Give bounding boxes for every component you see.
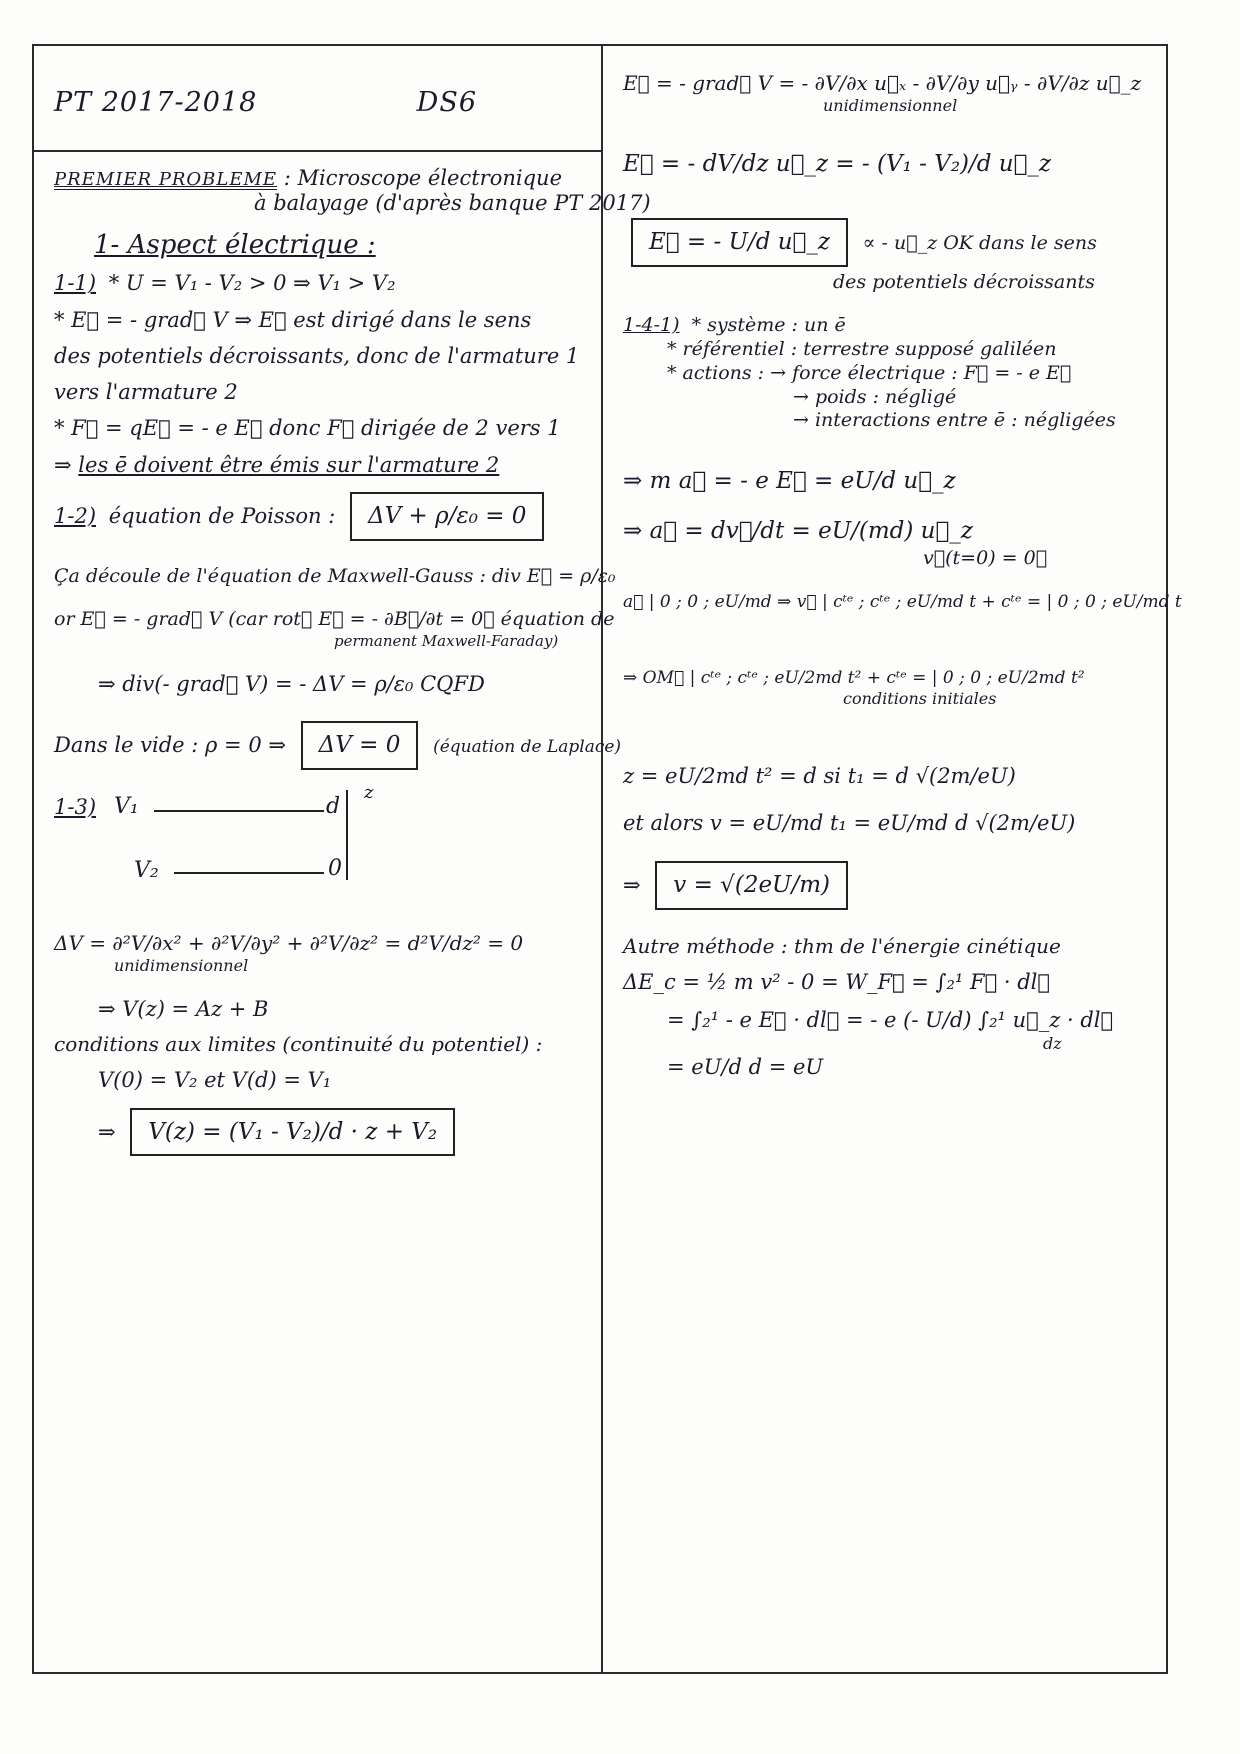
velocity-components: a⃗ | 0 ; 0 ; eU/md ⇒ v⃗ | cᵗᵉ ; cᵗᵉ ; eU/md t + cᵗᵉ = | 0 ; 0 ; eU/md t (623, 591, 1182, 612)
annotation: (équation de Laplace) (433, 737, 622, 757)
text-line: Ça découle de l'équation de Maxwell-Gauss : div E⃗ = ρ/ε₀ (54, 564, 616, 587)
potential-result (54, 1104, 587, 1161)
annotation: unidimensionnel (823, 96, 958, 115)
text-line: → interactions entre ē : négligées (793, 409, 1116, 432)
speed-result (623, 857, 1154, 914)
problem-subtitle: à balayage (d'après banque PT 2017) (254, 191, 651, 215)
field-gradient-line: E⃗ = - grad⃗ V = - ∂V/∂x u⃗ₓ - ∂V/∂y u⃗ᵧ - ∂V/∂z u⃗_z (623, 71, 1142, 95)
label-0: 0 (328, 856, 342, 881)
problem-label: PREMIER PROBLEME (54, 169, 278, 190)
boxed-result: E⃗ = - U/d u⃗_z (631, 218, 848, 267)
arrow-symbol: ⇒ (98, 1119, 116, 1144)
question-number: 1-2) (54, 503, 97, 528)
right-column (603, 46, 1182, 1672)
annotation: conditions initiales (843, 688, 997, 708)
text-line: des potentiels décroissants, donc de l'armature 1 (54, 343, 580, 368)
text-line: ∝ - u⃗_z OK dans le sens (862, 231, 1097, 254)
answer-1-1-line (54, 270, 587, 296)
text-line: V(0) = V₂ et V(d) = V₁ (98, 1068, 332, 1093)
work-result-line: = eU/d d = eU (667, 1054, 824, 1079)
annotation: permanent Maxwell-Faraday) (334, 632, 559, 650)
vacuum-line (54, 717, 622, 774)
problem-title (54, 166, 587, 190)
transit-time-line: z = eU/2md t² = d si t₁ = d √(2m/eU) (623, 763, 1016, 788)
question-number: 1-1) (54, 271, 97, 296)
boxed-result: ΔV = 0 (301, 721, 419, 770)
text-line: * F⃗ = qE⃗ = - e E⃗ donc F⃗ dirigée de 2 vers 1 (54, 416, 561, 441)
text-line: équation de Poisson : (108, 503, 336, 528)
boxed-result: ΔV + ρ/ε₀ = 0 (350, 492, 544, 541)
text-line: * système : un ē (691, 314, 846, 337)
annotation: dz (1043, 1033, 1062, 1053)
left-column (34, 46, 651, 1672)
conclusion-text: les ē doivent être émis sur l'armature 2 (78, 452, 500, 477)
answer-sheet (32, 44, 1182, 1674)
label-v2: V₂ (134, 858, 159, 883)
question-number: 1-4-1) (623, 314, 680, 337)
newton-line: ⇒ m a⃗ = - e E⃗ = eU/d u⃗_z (623, 468, 956, 495)
z-axis (346, 790, 348, 880)
text-line: conditions aux limites (continuité du potentiel) : (54, 1032, 543, 1057)
text-line: ⇒ div(- grad⃗ V) = - ΔV = ρ/ε₀ CQFD (98, 671, 485, 696)
text-line: or E⃗ = - grad⃗ V (car rot⃗ E⃗ = - ∂B⃗/∂t = 0⃗ équation de (54, 608, 615, 631)
answer-1-4-1-line (623, 314, 1154, 338)
work-line: = ∫₂¹ - e E⃗ · dl⃗ = - e (- U/d) ∫₂¹ u⃗_z · dl⃗ (667, 1007, 1114, 1032)
position-components: ⇒ OM⃗ | cᵗᵉ ; cᵗᵉ ; eU/2md t² + cᵗᵉ = | 0 ; 0 ; eU/2md t² (623, 667, 1085, 688)
text-line: Dans le vide : ρ = 0 ⇒ (54, 733, 286, 757)
text-line: * actions : → force électrique : F⃗ = - e E⃗ (667, 361, 1072, 384)
plate-2 (174, 872, 324, 874)
text-line: → poids : négligé (793, 385, 957, 408)
arrow-symbol: ⇒ (54, 452, 72, 477)
question-number: 1-3) (54, 794, 97, 819)
arrow-symbol: ⇒ (623, 873, 641, 898)
initial-velocity: v⃗(t=0) = 0⃗ (923, 546, 1048, 569)
text-line: ⇒ V(z) = Az + B (98, 997, 269, 1021)
annotation: unidimensionnel (114, 956, 249, 975)
text-line: des potentiels décroissants (833, 270, 1095, 293)
energy-line: ΔE_c = ½ m v² - 0 = W_F⃗ = ∫₂¹ F⃗ · dl⃗ (623, 970, 1050, 995)
boxed-result: v = √(2eU/m) (655, 861, 848, 910)
acceleration-line: ⇒ a⃗ = dv⃗/dt = eU/(md) u⃗_z (623, 518, 973, 545)
text-line: Autre méthode : thm de l'énergie cinétique (623, 934, 1061, 959)
header-exam: DS6 (416, 86, 477, 118)
field-line: E⃗ = - dV/dz u⃗_z = - (V₁ - V₂)/d u⃗_z (623, 151, 1052, 177)
plate-1 (154, 810, 324, 812)
text-line: * E⃗ = - grad⃗ V ⇒ E⃗ est dirigé dans le sens (54, 307, 532, 332)
text-line: * U = V₁ - V₂ > 0 ⇒ V₁ > V₂ (108, 271, 396, 296)
text-line: * référentiel : terrestre supposé galiléen (667, 338, 1057, 361)
boxed-result: V(z) = (V₁ - V₂)/d · z + V₂ (130, 1108, 455, 1157)
conclusion-line (54, 452, 587, 478)
answer-1-2-line (54, 488, 587, 545)
label-d: d (326, 794, 341, 819)
problem-name: : Microscope électronique (283, 166, 562, 190)
field-result-line (623, 214, 1154, 271)
sheet-header (54, 52, 587, 152)
header-year: PT 2017-2018 (54, 86, 258, 118)
label-v1: V₁ (114, 794, 139, 819)
text-line: vers l'armature 2 (54, 380, 238, 404)
laplacian-line: ΔV = ∂²V/∂x² + ∂²V/∂y² + ∂²V/∂z² = d²V/dz² = 0 (54, 931, 524, 955)
section-heading: 1- Aspect électrique : (94, 230, 376, 261)
label-z: z (364, 782, 374, 803)
speed-line: et alors v = eU/md t₁ = eU/md d √(2m/eU) (623, 811, 1076, 836)
